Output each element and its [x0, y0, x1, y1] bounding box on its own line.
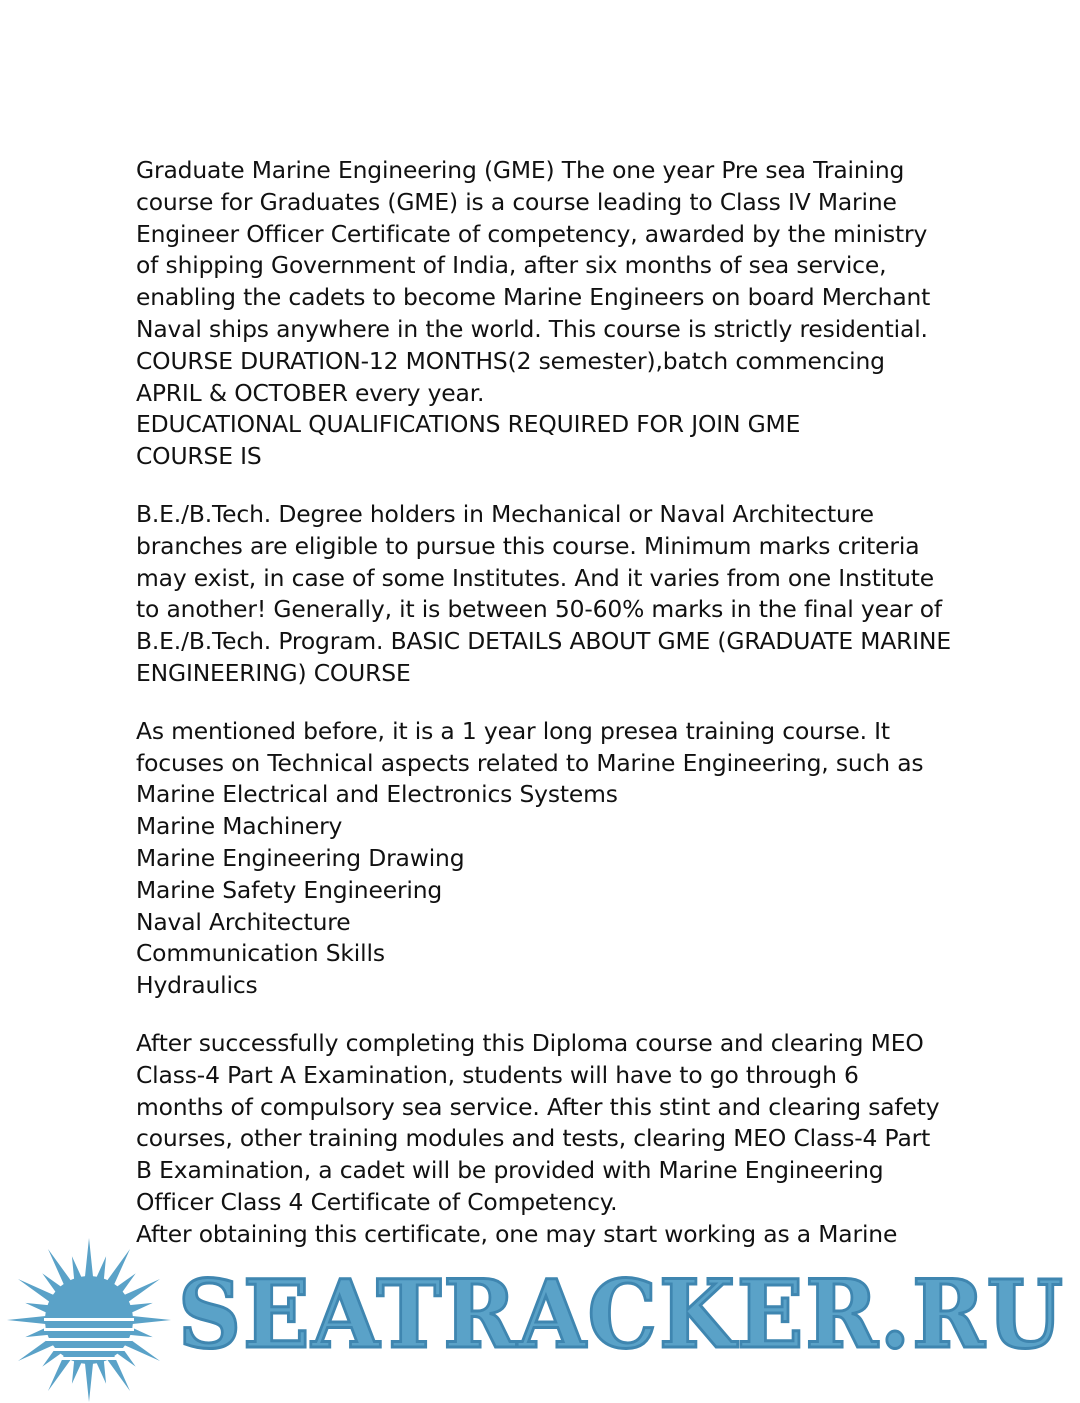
duration-line-1: COURSE DURATION-12 MONTHS(2 semester),batch commencing — [136, 346, 885, 375]
subject-item: Marine Electrical and Electronics Systems — [136, 780, 618, 809]
sun-over-water-icon — [4, 1238, 174, 1403]
course-details-paragraph: As mentioned before, it is a 1 year long presea training course. It focuses on Technical aspects related to Marine Engineering, such as — [136, 716, 924, 777]
subject-item: Marine Machinery — [136, 812, 343, 841]
subject-item: Naval Architecture — [136, 907, 351, 936]
document-body — [136, 155, 951, 1251]
subject-item: Marine Safety Engineering — [136, 875, 443, 904]
intro-paragraph: Graduate Marine Engineering (GME) The one year Pre sea Training course for Graduates (GME) is a course leading to Class IV Marine Engineer Officer Certificate of competency, awarded by the ministry of shipping Government of India, after six months of sea service, enabling the cadets to become Marine Engineers on board Merchant Naval ships anywhere in the world. This course is strictly residential. — [136, 156, 931, 343]
career-paragraph: After obtaining this certificate, one may start working as a Marine — [136, 1219, 898, 1248]
qualifications-heading: EDUCATIONAL QUALIFICATIONS REQUIRED FOR JOIN GME COURSE IS — [136, 410, 801, 471]
watermark — [0, 1232, 1080, 1397]
sea-service-paragraph: After successfully completing this Diploma course and clearing MEO Class-4 Part A Examination, students will have to go through 6 months of compulsory sea service. After this stint and clearing safety courses, other training modules and tests, clearing MEO Class-4 Part B Examination, a cadet will be provided with Marine Engineering Officer Class 4 Certificate of Competency. — [136, 1028, 940, 1216]
qualifications-paragraph: B.E./B.Tech. Degree holders in Mechanical or Naval Architecture branches are eligible to pursue this course. Minimum marks criteria may exist, in case of some Institutes. And it varies from one Institute to another! Generally, it is between 50-60% marks in the final year of B.E./B.Tech. Program. BASIC DETAILS ABOUT GME (GRADUATE MARINE ENGINEERING) COURSE — [136, 499, 952, 687]
subject-item: Marine Engineering Drawing — [136, 843, 465, 872]
subject-item: Communication Skills — [136, 939, 385, 968]
subject-item: Hydraulics — [136, 971, 258, 1000]
duration-line-2: APRIL & OCTOBER every year. — [136, 378, 485, 407]
watermark-text: SEATRACKER.RU — [178, 1260, 1065, 1370]
